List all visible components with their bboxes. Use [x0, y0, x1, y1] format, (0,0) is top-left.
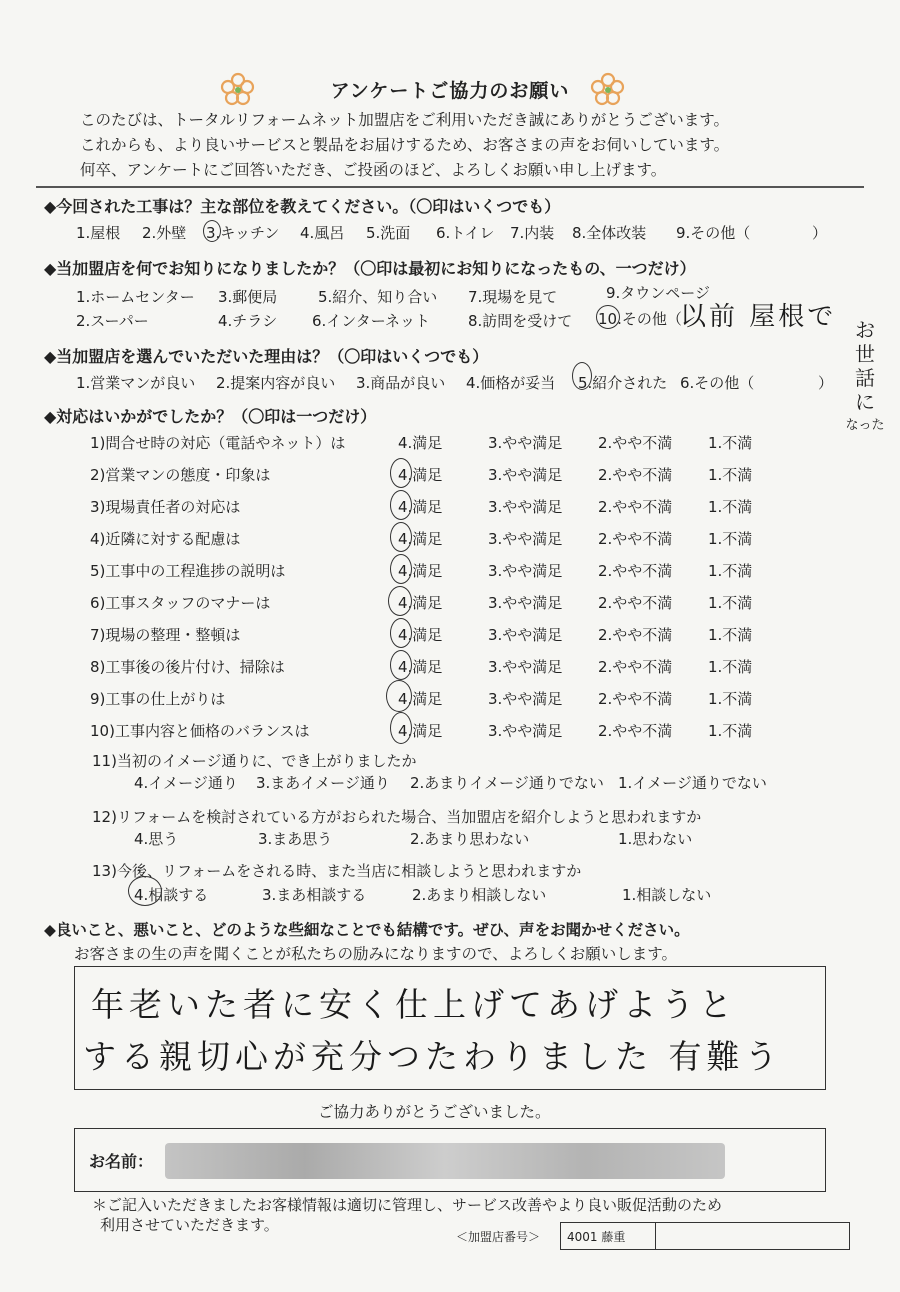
selection-circle — [203, 220, 221, 242]
q3-option[interactable]: 1.営業マンが良い — [76, 374, 196, 392]
rating-2[interactable]: 2.やや不満 — [598, 434, 673, 452]
comment-heading: ◆良いこと、悪いこと、どのような些細なことでも結構です。ぜひ、声をお聞かせください。 — [44, 921, 690, 939]
rating-4[interactable]: 4.満足 — [398, 690, 443, 708]
handwritten-char: 話 — [855, 366, 875, 390]
selection-circle — [390, 618, 412, 648]
selection-circle — [388, 586, 412, 616]
rating-2[interactable]: 2.やや不満 — [598, 466, 673, 484]
q13-question: 13)今後、リフォームをされる時、また当店に相談しようと思われますか — [92, 862, 582, 880]
q2-option[interactable]: 4.チラシ — [218, 312, 278, 330]
rating-2[interactable]: 2.やや不満 — [598, 530, 673, 548]
selection-circle — [390, 490, 412, 520]
handwritten-comment-line: 年老いた者に安く仕上げてあげようと — [91, 985, 737, 1024]
thanks-text: ご協力ありがとうございました。 — [318, 1103, 551, 1121]
q3-option[interactable]: 4.価格が妥当 — [466, 374, 556, 392]
intro-line: このたびは、トータルリフォームネット加盟店をご利用いただき誠にありがとうございます。 — [80, 111, 729, 129]
rating-4[interactable]: 4.満足 — [398, 594, 443, 612]
rating-2[interactable]: 2.やや不満 — [598, 626, 673, 644]
rating-1[interactable]: 1.不満 — [708, 530, 753, 548]
rating-4[interactable]: 4.満足 — [398, 722, 443, 740]
selection-circle — [390, 712, 412, 744]
footnote-line: ＊ご記入いただきましたお客様情報は適切に管理し、サービス改善やより良い販促活動のため — [92, 1196, 723, 1214]
q3-option[interactable]: 6.その他（ — [680, 374, 755, 392]
handwritten-other: 以前 屋根で — [680, 302, 837, 332]
q1-option[interactable]: 7.内装 — [510, 224, 555, 242]
rating-question: 6)工事スタッフのマナーは — [90, 594, 271, 612]
rating-row — [90, 492, 780, 522]
store-number: 4001 藤重 — [567, 1230, 626, 1244]
rating-row — [90, 684, 780, 714]
redacted-name — [165, 1143, 725, 1179]
selection-circle — [128, 876, 162, 906]
name-label: お名前： — [89, 1152, 154, 1171]
q11-option[interactable]: 2.あまりイメージ通りでない — [410, 774, 604, 792]
q2-option[interactable]: 8.訪問を受けて — [468, 312, 573, 330]
divider — [655, 1223, 656, 1249]
store-label: ＜加盟店番号＞ — [456, 1230, 541, 1244]
handwritten-side — [840, 318, 890, 438]
rating-3[interactable]: 3.やや満足 — [488, 434, 563, 452]
rating-question: 7)現場の整理・整頓は — [90, 626, 241, 644]
q2-option[interactable]: 5.紹介、知り合い — [318, 288, 438, 306]
rating-2[interactable]: 2.やや不満 — [598, 498, 673, 516]
q1-option[interactable]: 9.その他（ — [676, 224, 751, 242]
rating-question: 3)現場責任者の対応は — [90, 498, 241, 516]
q1-heading: ◆今回された工事は？主な部位を教えてください。（〇印はいくつでも） — [44, 197, 561, 216]
q2-option[interactable]: 2.スーパー — [76, 312, 149, 330]
rating-4[interactable]: 4.満足 — [398, 466, 443, 484]
rating-4[interactable]: 4.満足 — [398, 626, 443, 644]
q1-close-paren: ） — [812, 224, 828, 242]
handwritten-char: なった — [845, 418, 885, 433]
q4-heading: ◆対応はいかがでしたか？（〇印は一つだけ） — [44, 407, 377, 426]
q1-option[interactable]: 8.全体改装 — [572, 224, 647, 242]
rating-1[interactable]: 1.不満 — [708, 658, 753, 676]
intro-text — [80, 108, 820, 183]
q1-option[interactable]: 3.キッチン — [206, 224, 280, 242]
rating-1[interactable]: 1.不満 — [708, 466, 753, 484]
rating-row — [90, 460, 780, 490]
intro-line: これからも、より良いサービスと製品をお届けするため、お客さまの声をお伺いしています。 — [80, 136, 730, 154]
rating-4[interactable]: 4.満足 — [398, 498, 443, 516]
q1-option[interactable]: 6.トイレ — [436, 224, 495, 242]
rating-2[interactable]: 2.やや不満 — [598, 722, 673, 740]
q3-close-paren: ） — [818, 374, 834, 392]
rating-question: 10)工事内容と価格のバランスは — [90, 722, 310, 740]
selection-circle — [390, 650, 412, 680]
rating-question: 9)工事の仕上がりは — [90, 690, 226, 708]
rating-question: 2)営業マンの態度・印象は — [90, 466, 271, 484]
rating-2[interactable]: 2.やや不満 — [598, 562, 673, 580]
rating-row — [90, 428, 780, 458]
name-box[interactable] — [74, 1128, 826, 1192]
selection-circle — [390, 458, 412, 488]
q3-option[interactable]: 2.提案内容が良い — [216, 374, 336, 392]
rating-question: 1)問合せ時の対応（電話やネット）は — [90, 434, 346, 452]
q12-option[interactable]: 1.思わない — [618, 830, 693, 848]
q2-option[interactable]: 1.ホームセンター — [76, 288, 195, 306]
q13-option[interactable]: 1.相談しない — [622, 886, 712, 904]
rating-2[interactable]: 2.やや不満 — [598, 594, 673, 612]
footnote-line: 利用させていただきます。 — [100, 1216, 279, 1234]
rating-1[interactable]: 1.不満 — [708, 626, 753, 644]
rating-1[interactable]: 1.不満 — [708, 722, 753, 740]
rating-1[interactable]: 1.不満 — [708, 594, 753, 612]
q11-question: 11)当初のイメージ通りに、でき上がりましたか — [92, 752, 417, 770]
handwritten-char: お — [855, 318, 875, 342]
selection-circle — [386, 680, 412, 712]
rating-question: 8)工事後の後片付け、掃除は — [90, 658, 285, 676]
rating-row — [90, 524, 780, 554]
page-title: アンケートご協力のお願い — [330, 80, 570, 102]
q12-option[interactable]: 2.あまり思わない — [410, 830, 530, 848]
rating-1[interactable]: 1.不満 — [708, 562, 753, 580]
rating-3[interactable]: 3.やや満足 — [488, 690, 563, 708]
title-row — [0, 72, 900, 106]
q11-option[interactable]: 3.まあイメージ通り — [256, 774, 390, 792]
q3-option[interactable]: 3.商品が良い — [356, 374, 446, 392]
q3-heading: ◆当加盟店を選んでいただいた理由は？（〇印はいくつでも） — [44, 347, 489, 366]
rating-row — [90, 556, 780, 586]
rating-4[interactable]: 4.満足 — [398, 530, 443, 548]
rating-2[interactable]: 2.やや不満 — [598, 690, 673, 708]
q2-option[interactable]: 9.タウンページ — [606, 284, 711, 302]
store-number-box — [560, 1222, 850, 1250]
comment-box[interactable] — [74, 966, 826, 1090]
q13-option[interactable]: 3.まあ相談する — [262, 886, 367, 904]
divider — [36, 186, 864, 188]
q1-option[interactable]: 2.外壁 — [142, 224, 187, 242]
handwritten-char: 世 — [855, 342, 875, 366]
rating-2[interactable]: 2.やや不満 — [598, 658, 673, 676]
flower-icon — [590, 72, 626, 106]
q2-option[interactable]: 3.郵便局 — [218, 288, 278, 306]
selection-circle — [596, 305, 620, 329]
q1-option[interactable]: 4.風呂 — [300, 224, 345, 242]
q12-question: 12)リフォームを検討されている方がおられた場合、当加盟店を紹介しようと思われますか — [92, 808, 702, 826]
rating-1[interactable]: 1.不満 — [708, 690, 753, 708]
selection-circle — [390, 522, 412, 552]
rating-4[interactable]: 4.満足 — [398, 434, 443, 452]
q13-option[interactable]: 4.相談する — [134, 886, 209, 904]
rating-row — [90, 652, 780, 682]
selection-circle — [572, 362, 592, 390]
q1-option[interactable]: 5.洗面 — [366, 224, 411, 242]
rating-row — [90, 716, 780, 746]
rating-4[interactable]: 4.満足 — [398, 658, 443, 676]
rating-3[interactable]: 3.やや満足 — [488, 626, 563, 644]
intro-line: 何卒、アンケートにご回答いただき、ご投函のほど、よろしくお願い申し上げます。 — [80, 161, 667, 179]
rating-4[interactable]: 4.満足 — [398, 562, 443, 580]
comment-subheading: お客さまの生の声を聞くことが私たちの励みになりますので、よろしくお願いします。 — [74, 945, 677, 963]
rating-1[interactable]: 1.不満 — [708, 434, 753, 452]
q2-option[interactable]: 6.インターネット — [312, 312, 430, 330]
q2-option[interactable]: 10.その他（ — [598, 310, 682, 328]
rating-1[interactable]: 1.不満 — [708, 498, 753, 516]
rating-3[interactable]: 3.やや満足 — [488, 562, 563, 580]
handwritten-char: に — [855, 390, 875, 414]
q12-option[interactable]: 3.まあ思う — [258, 830, 333, 848]
rating-question: 5)工事中の工程進捗の説明は — [90, 562, 286, 580]
rating-3[interactable]: 3.やや満足 — [488, 530, 563, 548]
q13-option[interactable]: 2.あまり相談しない — [412, 886, 547, 904]
q2-option[interactable]: 7.現場を見て — [468, 288, 558, 306]
rating-row — [90, 620, 780, 650]
rating-question: 4)近隣に対する配慮は — [90, 530, 241, 548]
q11-option[interactable]: 4.イメージ通り — [134, 774, 238, 792]
selection-circle — [390, 554, 412, 584]
q3-option[interactable]: 5.紹介された — [578, 374, 668, 392]
rating-3[interactable]: 3.やや満足 — [488, 498, 563, 516]
rating-3[interactable]: 3.やや満足 — [488, 594, 563, 612]
q1-option[interactable]: 1.屋根 — [76, 224, 121, 242]
q12-option[interactable]: 4.思う — [134, 830, 179, 848]
q2-heading: ◆当加盟店を何でお知りになりましたか？（〇印は最初にお知りになったもの、一つだけ） — [44, 259, 696, 278]
rating-3[interactable]: 3.やや満足 — [488, 658, 563, 676]
rating-3[interactable]: 3.やや満足 — [488, 466, 563, 484]
handwritten-comment-line: する親切心が充分つたわりました 有難う — [83, 1037, 783, 1076]
rating-row — [90, 588, 780, 618]
q11-option[interactable]: 1.イメージ通りでない — [618, 774, 767, 792]
rating-3[interactable]: 3.やや満足 — [488, 722, 563, 740]
